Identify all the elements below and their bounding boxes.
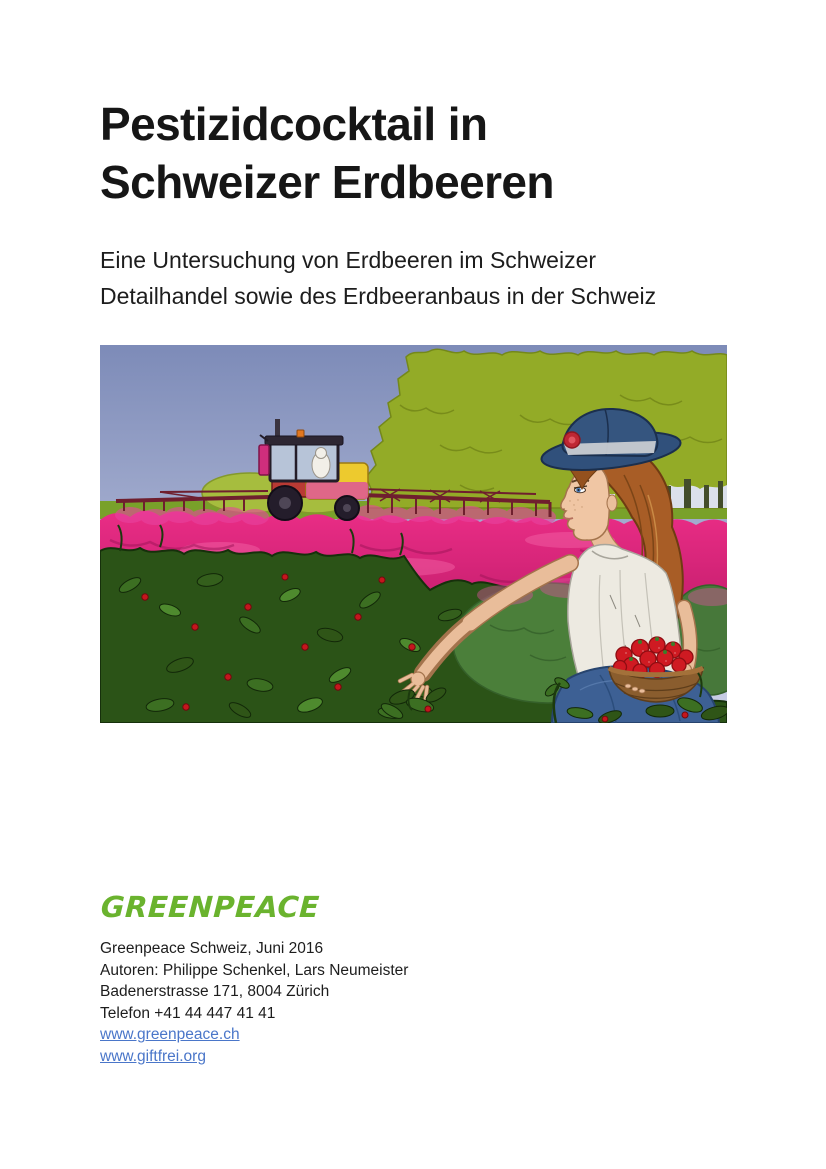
subtitle-line-1: Eine Untersuchung von Erdbeeren im Schweizer (100, 247, 597, 273)
link-greenpeace-ch[interactable]: www.greenpeace.ch (100, 1026, 240, 1044)
page-subtitle (100, 242, 760, 314)
page-title (100, 95, 740, 211)
beacon-light (297, 430, 304, 437)
exhaust-pipe (275, 419, 280, 437)
subtitle-line-2: Detailhandel sowie des Erdbeeranbaus in der Schweiz (100, 283, 657, 309)
title-line-1: Pestizidcocktail in (100, 98, 488, 150)
publisher-info (100, 938, 600, 1068)
ear (607, 495, 617, 511)
cover-illustration (100, 345, 727, 723)
publisher-line-date: Greenpeace Schweiz, Juni 2016 (100, 940, 324, 957)
publisher-line-authors: Autoren: Philippe Schenkel, Lars Neumeister (100, 961, 409, 979)
title-block (100, 95, 740, 211)
publisher-line-phone: Telefon +41 44 447 41 41 (100, 1004, 276, 1022)
publisher-line-address: Badenerstrasse 171, 8004 Zürich (100, 983, 330, 1001)
greenpeace-logo: GREENPEACE (100, 890, 321, 924)
link-giftfrei-org[interactable]: www.giftfrei.org (100, 1047, 206, 1065)
publisher-block (100, 890, 600, 1068)
title-line-2: Schweizer Erdbeeren (100, 156, 554, 208)
